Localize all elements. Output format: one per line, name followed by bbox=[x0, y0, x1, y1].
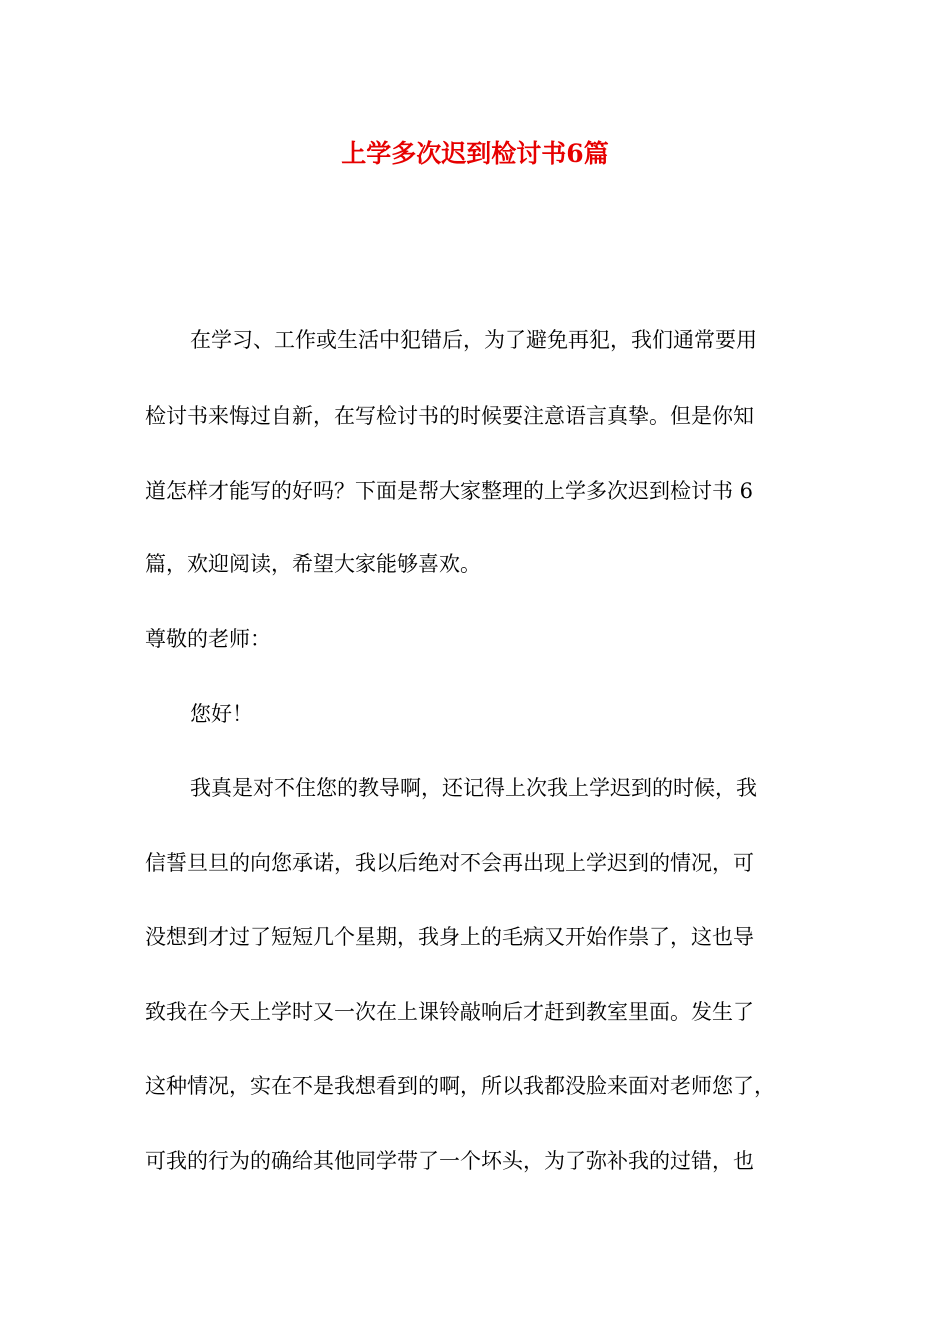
text-line-2: 检讨书来悔过自新，在写检讨书的时候要注意语言真挚。但是你知 bbox=[145, 404, 754, 428]
greeting: 您好！ bbox=[190, 702, 253, 726]
text-line-9: 没想到才过了短短几个星期，我身上的毛病又开始作祟了，这也导 bbox=[145, 925, 754, 949]
text-line-12: 可我的行为的确给其他同学带了一个坏头，为了弥补我的过错，也 bbox=[145, 1149, 754, 1173]
salutation: 尊敬的老师： bbox=[145, 627, 271, 651]
text-line-7: 我真是对不住您的教导啊，还记得上次我上学迟到的时候，我 bbox=[190, 776, 757, 800]
text-line-11: 这种情况，实在不是我想看到的啊，所以我都没脸来面对老师您了， bbox=[145, 1074, 775, 1098]
text-line-3: 道怎样才能写的好吗？下面是帮大家整理的上学多次迟到检讨书 6 bbox=[145, 479, 754, 503]
text-line-1: 在学习、工作或生活中犯错后，为了避免再犯，我们通常要用 bbox=[190, 328, 757, 352]
text-line-8: 信誓旦旦的向您承诺，我以后绝对不会再出现上学迟到的情况，可 bbox=[145, 851, 754, 875]
document-title: 上学多次迟到检讨书6篇 bbox=[341, 139, 609, 168]
text-line-10: 致我在今天上学时又一次在上课铃敲响后才赶到教室里面。发生了 bbox=[145, 1000, 754, 1024]
text-line-4: 篇，欢迎阅读，希望大家能够喜欢。 bbox=[145, 552, 481, 576]
